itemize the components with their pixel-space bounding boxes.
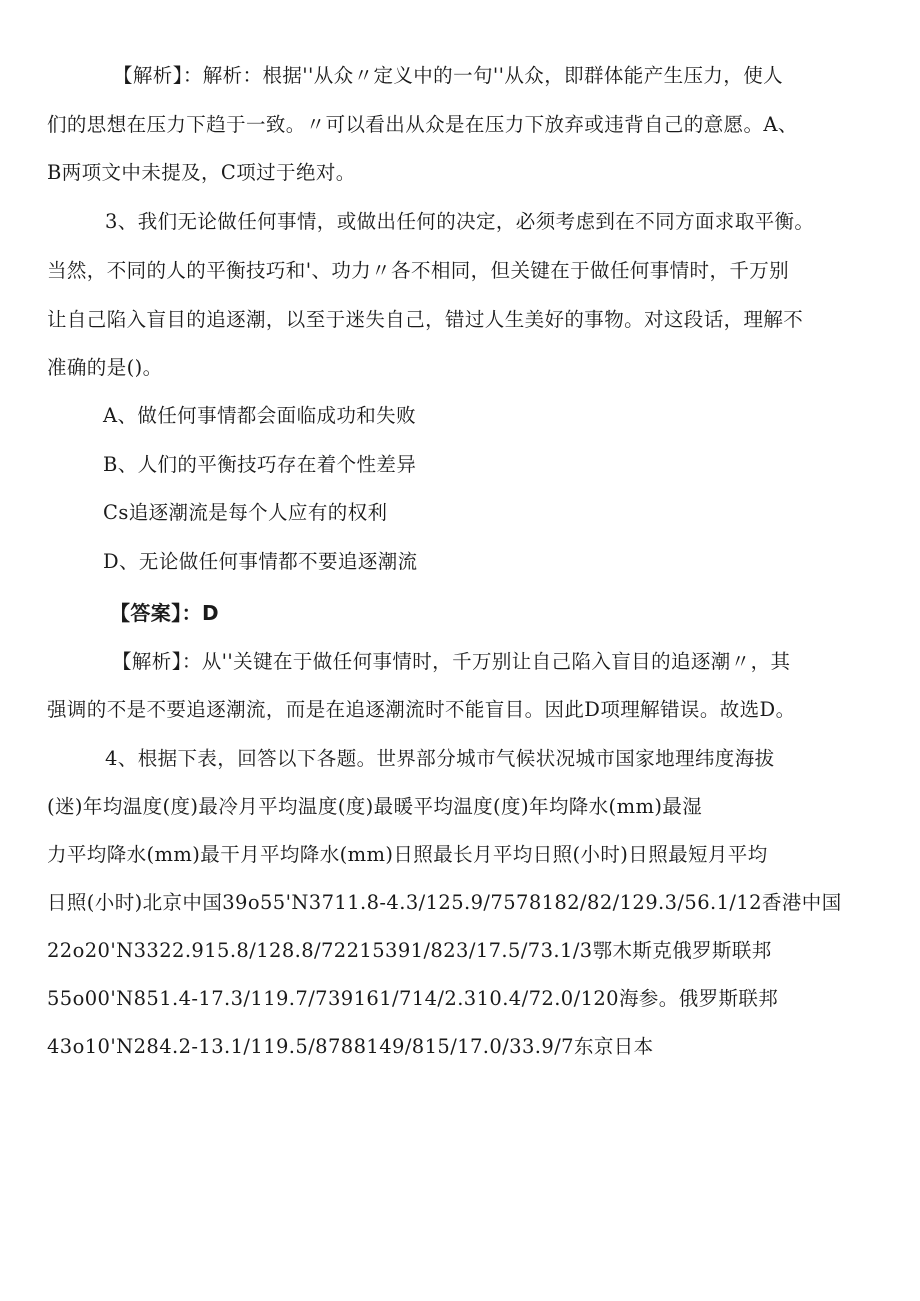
question-4-line-7: 43o10'N284.2-13.1/119.5/8788149/815/17.0/33.9/7东京日本 xyxy=(47,1035,654,1058)
option-b: B、人们的平衡技巧存在着个性差异 xyxy=(103,453,417,476)
analysis-paragraph-line-1: 【解析】：解析：根据''从众〃定义中的一句''从众，即群体能产生压力，使人 xyxy=(113,64,783,87)
option-c: Cs追逐潮流是每个人应有的权利 xyxy=(103,501,388,524)
question-3-line-2: 当然，不同的人的平衡技巧和'、功力〃各不相同，但关键在于做任何事情时，千万别 xyxy=(47,259,790,282)
question-4-line-6: 55o00'N851.4-17.3/119.7/739161/714/2.310.4/72.0/120海参。俄罗斯联邦 xyxy=(47,987,779,1010)
question-4-line-1: 4、根据下表，回答以下各题。世界部分城市气候状况城市国家地理纬度海拔 xyxy=(105,747,775,770)
analysis-paragraph-line-3: B两项文中未提及，C项过于绝对。 xyxy=(47,161,356,184)
question-3-line-1: 3、我们无论做任何事情，或做出任何的决定，必须考虑到在不同方面求取平衡。 xyxy=(105,210,815,233)
analysis-2-line-1: 【解析】：从''关键在于做任何事情时，千万别让自己陷入盲目的追逐潮〃，其 xyxy=(112,650,791,673)
analysis-paragraph-line-2: 们的思想在压力下趋于一致。〃可以看出从众是在压力下放弃或违背自己的意愿。A、 xyxy=(47,113,798,136)
question-4-line-4: 日照(小时)北京中国39o55'N3711.8-4.3/125.9/7578182/82/129.3/56.1/12香港中国 xyxy=(47,891,842,914)
question-3-line-4: 准确的是()。 xyxy=(47,356,163,379)
option-a: A、做任何事情都会面临成功和失败 xyxy=(103,404,416,427)
question-4-line-3: 力平均降水(mm)最干月平均降水(mm)日照最长月平均日照(小时)日照最短月平均 xyxy=(47,843,768,866)
question-4-line-2: (迷)年均温度(度)最冷月平均温度(度)最暖平均温度(度)年均降水(mm)最湿 xyxy=(47,795,703,818)
analysis-2-line-2: 强调的不是不要追逐潮流，而是在追逐潮流时不能盲目。因此D项理解错误。故选D。 xyxy=(47,698,796,721)
option-d: D、无论做任何事情都不要追逐潮流 xyxy=(103,550,418,573)
answer-label: 【答案】：D xyxy=(110,601,220,625)
question-3-line-3: 让自己陷入盲目的追逐潮，以至于迷失自己，错过人生美好的事物。对这段话，理解不 xyxy=(47,308,804,331)
question-4-line-5: 22o20'N3322.915.8/128.8/72215391/823/17.5/73.1/3鄂木斯克俄罗斯联邦 xyxy=(47,939,772,962)
